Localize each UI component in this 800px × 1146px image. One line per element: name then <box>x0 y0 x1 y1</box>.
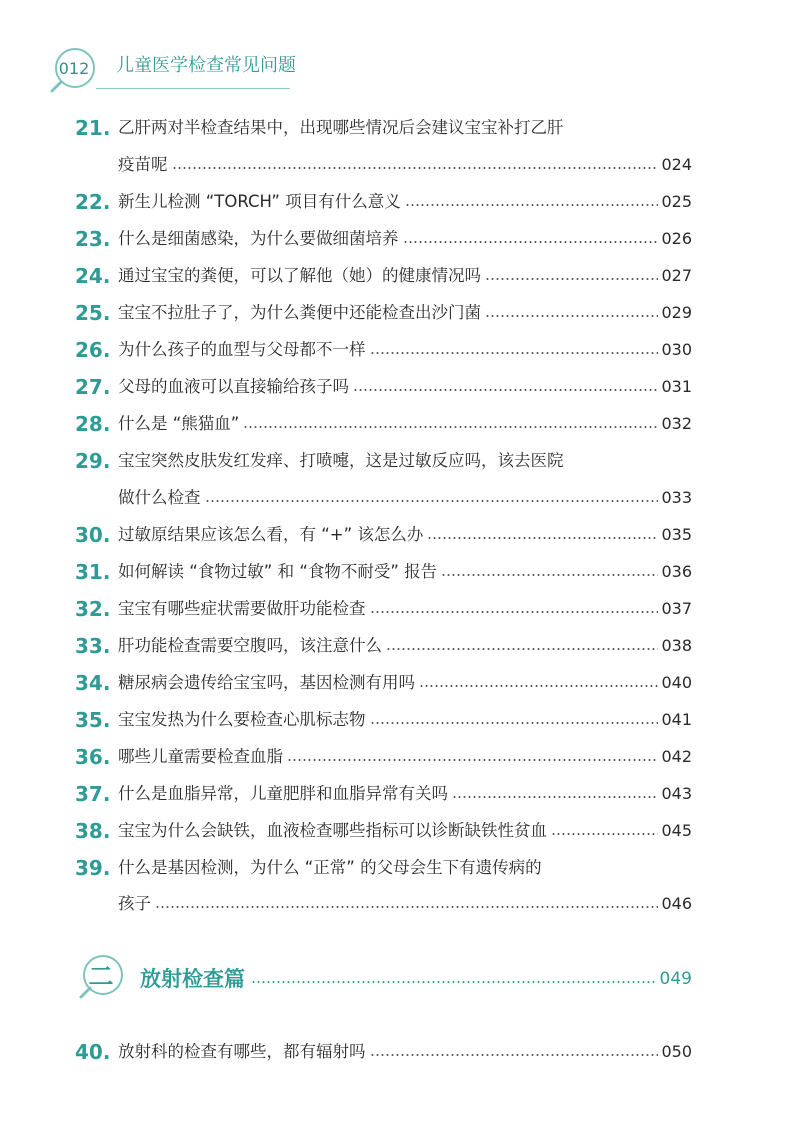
toc-entry-28[interactable] <box>0 409 800 439</box>
entry-title-line1: 什么是基因检测，为什么 “正常” 的父母会生下有遗传病的 <box>118 858 542 877</box>
entry-page: 042 <box>661 747 692 766</box>
leader-dots <box>551 833 658 835</box>
entry-title: 过敏原结果应该怎么看，有 “+” 该怎么办 <box>118 525 424 544</box>
toc-entry-29-line2[interactable] <box>0 483 800 513</box>
toc-entry-27[interactable] <box>0 372 800 402</box>
entry-title: 新生儿检测 “TORCH” 项目有什么意义 <box>118 192 401 211</box>
book-title: 儿童医学检查常见问题 <box>116 55 296 76</box>
entry-title: 父母的血液可以直接输给孩子吗 <box>118 377 349 396</box>
section-title: 放射检查篇 <box>140 967 245 991</box>
entry-number: 30. <box>75 523 111 547</box>
entry-number: 28. <box>75 412 111 436</box>
toc-entry-30[interactable] <box>0 520 800 550</box>
leader-dots <box>370 352 659 354</box>
entry-number: 29. <box>75 449 111 473</box>
entry-title: 做什么检查 <box>118 488 201 507</box>
entry-title: 孩子 <box>118 894 151 913</box>
toc-entry-40[interactable] <box>0 1037 800 1067</box>
entry-title: 肝功能检查需要空腹吗，该注意什么 <box>118 636 382 655</box>
entry-page: 046 <box>661 894 692 913</box>
entry-title: 哪些儿童需要检查血脂 <box>118 747 283 766</box>
entry-number: 26. <box>75 338 111 362</box>
toc-entry-39-line2[interactable] <box>0 889 800 919</box>
entry-title: 为什么孩子的血型与父母都不一样 <box>118 340 366 359</box>
entry-title-line1: 乙肝两对半检查结果中，出现哪些情况后会建议宝宝补打乙肝 <box>118 118 564 137</box>
entry-title: 什么是 “熊猫血” <box>118 414 240 433</box>
entry-page: 027 <box>661 266 692 285</box>
entry-page: 026 <box>661 229 692 248</box>
toc-entry-32[interactable] <box>0 594 800 624</box>
toc-entry-29-line1[interactable] <box>0 446 800 476</box>
entry-number: 22. <box>75 190 111 214</box>
leader-dots <box>243 426 658 428</box>
leader-dots <box>370 611 659 613</box>
page-header <box>0 0 800 100</box>
entry-number: 34. <box>75 671 111 695</box>
entry-page: 037 <box>661 599 692 618</box>
entry-page: 032 <box>661 414 692 433</box>
entry-page: 024 <box>661 155 692 174</box>
entry-number: 37. <box>75 782 111 806</box>
entry-title: 宝宝为什么会缺铁，血液检查哪些指标可以诊断缺铁性贫血 <box>118 821 547 840</box>
leader-dots <box>403 241 659 243</box>
entry-title: 通过宝宝的粪便，可以了解他（她）的健康情况吗 <box>118 266 481 285</box>
toc-entry-21-line1[interactable] <box>0 113 800 143</box>
entry-number: 21. <box>75 116 111 140</box>
page-number: 012 <box>58 59 90 78</box>
section-header[interactable] <box>0 950 800 1010</box>
entry-number: 33. <box>75 634 111 658</box>
leader-dots <box>370 722 659 724</box>
entry-title-line1: 宝宝突然皮肤发红发痒、打喷嚏，这是过敏反应吗，该去医院 <box>118 451 564 470</box>
entry-page: 038 <box>661 636 692 655</box>
entry-title: 宝宝不拉肚子了，为什么粪便中还能检查出沙门菌 <box>118 303 481 322</box>
entry-page: 041 <box>661 710 692 729</box>
entry-number: 36. <box>75 745 111 769</box>
leader-dots <box>405 204 659 206</box>
leader-dots <box>452 796 658 798</box>
entry-number: 25. <box>75 301 111 325</box>
toc-entry-24[interactable] <box>0 261 800 291</box>
section-page: 049 <box>659 969 692 989</box>
entry-title: 如何解读 “食物过敏” 和 “食物不耐受” 报告 <box>118 562 438 581</box>
toc-entry-31[interactable] <box>0 557 800 587</box>
toc-entry-23[interactable] <box>0 224 800 254</box>
entry-title: 糖尿病会遗传给宝宝吗，基因检测有用吗 <box>118 673 415 692</box>
entry-title: 疫苗呢 <box>118 155 168 174</box>
entry-number: 35. <box>75 708 111 732</box>
leader-dots <box>386 648 658 650</box>
entry-page: 025 <box>661 192 692 211</box>
entry-title: 宝宝有哪些症状需要做肝功能检查 <box>118 599 366 618</box>
leader-dots <box>353 389 658 391</box>
header-divider <box>96 88 290 89</box>
toc-entry-37[interactable] <box>0 779 800 809</box>
entry-page: 045 <box>661 821 692 840</box>
entry-number: 38. <box>75 819 111 843</box>
leader-dots <box>427 537 658 539</box>
leader-dots <box>485 278 658 280</box>
toc-entry-36[interactable] <box>0 742 800 772</box>
toc-entry-25[interactable] <box>0 298 800 328</box>
entry-page: 035 <box>661 525 692 544</box>
leader-dots <box>485 315 658 317</box>
entry-page: 029 <box>661 303 692 322</box>
toc-entry-34[interactable] <box>0 668 800 698</box>
entry-page: 040 <box>661 673 692 692</box>
toc-entry-21-line2[interactable] <box>0 150 800 180</box>
entry-page: 031 <box>661 377 692 396</box>
leader-dots <box>205 500 659 502</box>
leader-dots <box>172 167 659 169</box>
entry-page: 043 <box>661 784 692 803</box>
leader-dots <box>419 685 658 687</box>
entry-number: 23. <box>75 227 111 251</box>
toc-entry-22[interactable] <box>0 187 800 217</box>
entry-page: 036 <box>661 562 692 581</box>
entry-page: 033 <box>661 488 692 507</box>
entry-number: 32. <box>75 597 111 621</box>
entry-number: 40. <box>75 1040 111 1064</box>
section-number: 二 <box>88 962 114 991</box>
entry-number: 27. <box>75 375 111 399</box>
entry-number: 31. <box>75 560 111 584</box>
toc-entry-33[interactable] <box>0 631 800 661</box>
entry-number: 39. <box>75 856 111 880</box>
entry-title: 放射科的检查有哪些，都有辐射吗 <box>118 1042 366 1061</box>
leader-dots <box>287 759 658 761</box>
toc-entry-39-line1[interactable] <box>0 853 800 883</box>
toc-entry-26[interactable] <box>0 335 800 365</box>
entry-title: 什么是血脂异常，儿童肥胖和血脂异常有关吗 <box>118 784 448 803</box>
leader-dots <box>370 1054 659 1056</box>
leader-dots <box>155 906 658 908</box>
toc-entry-38[interactable] <box>0 816 800 846</box>
leader-dots <box>251 981 657 983</box>
entry-page: 050 <box>661 1042 692 1061</box>
entry-number: 24. <box>75 264 111 288</box>
toc-entry-35[interactable] <box>0 705 800 735</box>
leader-dots <box>441 574 658 576</box>
entry-title: 宝宝发热为什么要检查心肌标志物 <box>118 710 366 729</box>
entry-title: 什么是细菌感染，为什么要做细菌培养 <box>118 229 399 248</box>
entry-page: 030 <box>661 340 692 359</box>
